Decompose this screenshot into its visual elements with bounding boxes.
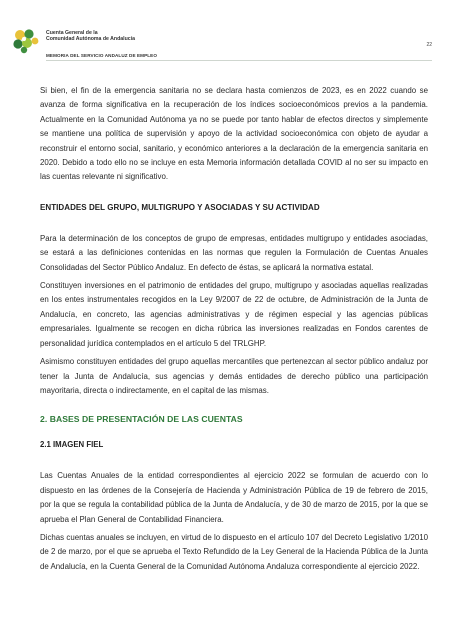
intro-paragraph: Si bien, el fin de la emergencia sanitaria no se declara hasta comienzos de 2023, es en 2022 cuando se avanza de forma significativa en la recuperación de los índices socioeconómicos previos a la pandemia. Actualmente en la Comunidad Autónoma ya no se puede por tanto hablar de efectos directos y simplemente se mantiene una política de supervisión y apoyo de la actividad socioeconómica con objeto de ayudar a reconstruir el entorno social, sanitario, y económico anteriores a la declaración de la emergencia sanitaria en 2020. Debido a todo ello no se incluye en esta Memoria información detallada COVID al no ser su impacto en las cuentas relevante ni significativo. — [40, 86, 428, 182]
entities-paragraph-1: Para la determinación de los conceptos de grupo de empresas, entidades multigrupo y entidades asociadas, se estará a las definiciones contenidas en las normas que regulen la Formulación de Cuentas Anuales Consolidadas del Sector Público Andaluz. En defecto de éstas, se aplicará la normativa estatal. — [40, 233, 428, 272]
subsection-heading-imagen-fiel: 2.1 IMAGEN FIEL — [40, 440, 104, 450]
entities-paragraph-3: Asimismo constituyen entidades del grupo aquellas mercantiles que pertenezcan al sector público andaluz por tener la Junta de Andalucía, sus agencias y demás entidades de derecho público una participación mayoritaria, directa o indirectamente, en el capital de las mismas. — [40, 357, 428, 395]
header-title-line1: Cuenta General de la — [46, 30, 98, 36]
header-divider — [46, 60, 432, 61]
section-heading-entities: ENTIDADES DEL GRUPO, MULTIGRUPO Y ASOCIADAS Y SU ACTIVIDAD — [40, 202, 320, 212]
bases-paragraph-2: Dichas cuentas anuales se incluyen, en virtud de lo dispuesto en el artículo 107 del Decreto Legislativo 1/2010 de 2 de marzo, por el que se aprueba el Texto Refundido de la Ley General de la Hacienda Pública de la Junta de Andalucía, en la Cuenta General de la Comunidad Autónoma Andaluza correspondiente al ejercicio 2022. — [40, 532, 428, 571]
bases-paragraph-1: Las Cuentas Anuales de la entidad correspondientes al ejercicio 2022 se formulan de acuerdo con lo dispuesto en las órdenes de la Consejería de Hacienda y Administración Pública de 19 de febrero de 2015, por la que se regula la contabilidad pública de la Junta de Andalucía, y de 30 de marzo de 2015, por la que se aprueba el Plan General de Contabilidad Financiera. — [40, 471, 428, 524]
section-heading-bases: 2. BASES DE PRESENTACIÓN DE LAS CUENTAS — [40, 414, 243, 425]
entities-paragraph-2: Constituyen inversiones en el patrimonio de entidades del grupo, multigrupo y asociadas aquellas realizadas en los entes instrumentales recogidos en la Ley 9/2007 de 22 de octubre, de Administración de la Junta de Andalucía, en concreto, las agencias administrativas y de régimen especial y las agencias públicas empresariales. Igualmente se recogen en dicha rúbrica las inversiones realizadas en Fondos carentes de personalidad jurídica contemplados en el artículo 5 del TRLGHP. — [40, 281, 428, 348]
header-title-line2: Comunidad Autónoma de Andalucía — [46, 36, 135, 43]
page-header — [12, 26, 432, 66]
header-subtitle: MEMORIA DEL SERVICIO ANDALUZ DE EMPLEO — [46, 52, 157, 58]
flower-logo-icon — [12, 28, 40, 54]
page-content — [40, 84, 428, 578]
page-number: 22 — [426, 42, 432, 48]
header-text — [46, 30, 157, 58]
